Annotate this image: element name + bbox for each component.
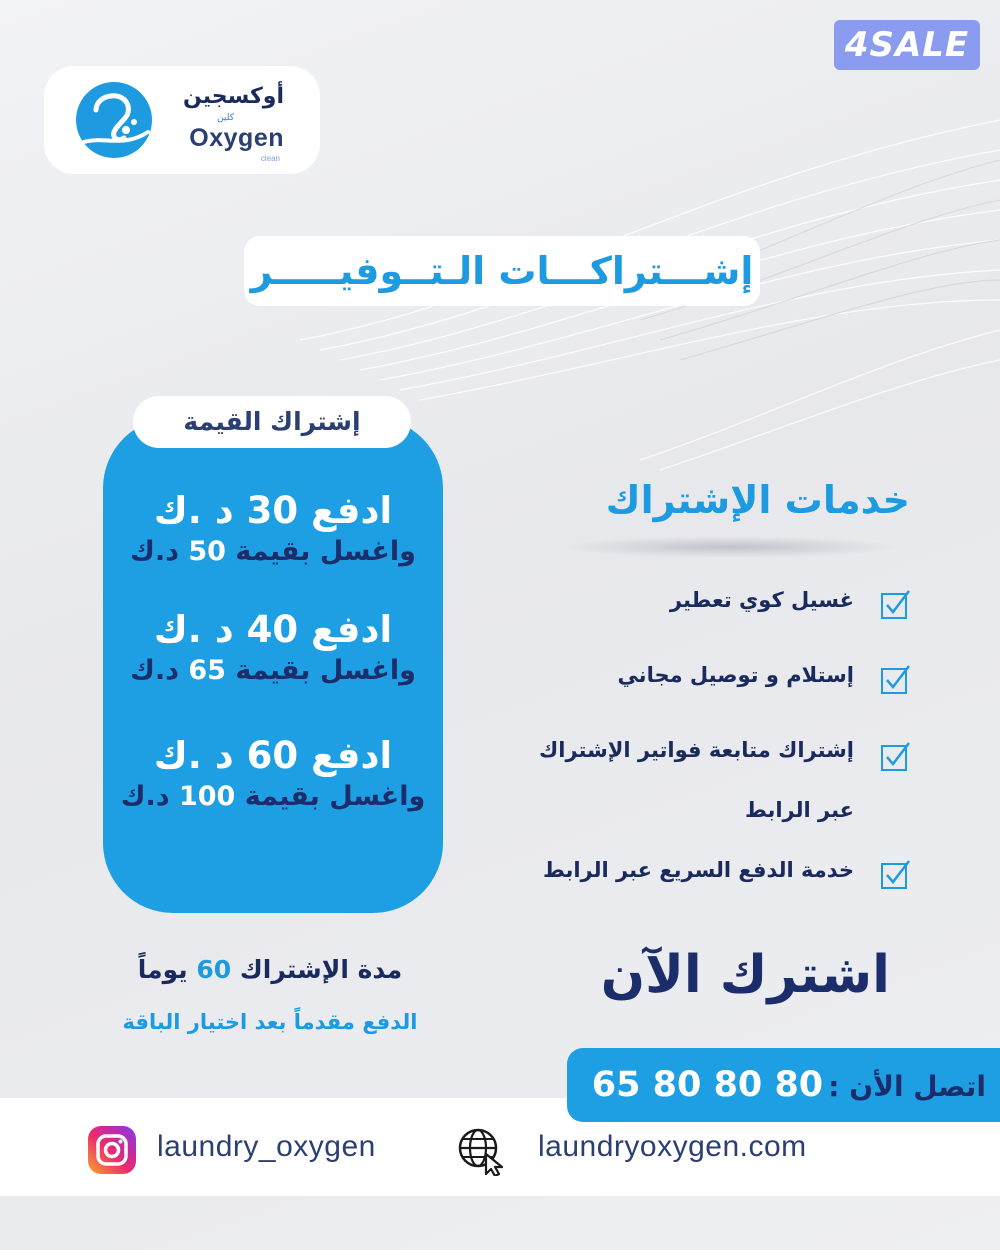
- offer-wash-unit: د.ك: [130, 655, 179, 686]
- logo-arabic-subtitle: كلين: [217, 113, 234, 123]
- duration-suffix: يوماً: [137, 955, 188, 984]
- checkbox-check-icon: [880, 663, 912, 695]
- offer-pay: ادفع 40 د .ك: [153, 608, 393, 651]
- checkbox-check-icon: [880, 588, 912, 620]
- logo-english-name: Oxygen: [189, 124, 284, 152]
- subscribe-now-heading: اشترك الآن: [600, 945, 890, 1005]
- services-title-shadow: [560, 536, 900, 558]
- 4sale-badge: 4SALE: [834, 20, 980, 70]
- duration-prefix: مدة الإشتراك: [239, 955, 403, 984]
- service-item: غسيل كوي تعطير: [669, 588, 854, 612]
- services-title: خدمات الإشتراك: [605, 478, 910, 522]
- checkbox-check-icon: [880, 858, 912, 890]
- offer-wash-prefix: واغسل بقيمة: [235, 655, 416, 686]
- offer-wash: [103, 653, 443, 689]
- website-link[interactable]: laundryoxygen.com: [538, 1130, 807, 1163]
- globe-cursor-icon[interactable]: [456, 1126, 506, 1176]
- logo-arabic-name: أوكسجين: [182, 84, 284, 109]
- instagram-handle-link[interactable]: laundry_oxygen: [157, 1130, 376, 1163]
- offer-wash-prefix: واغسل بقيمة: [244, 781, 426, 812]
- offer-wash-unit: د.ك: [120, 781, 170, 812]
- offer-pay: ادفع 60 د .ك: [153, 734, 393, 777]
- instagram-icon[interactable]: [88, 1126, 136, 1174]
- offer-pay: ادفع 30 د .ك: [153, 489, 393, 532]
- subscription-duration: [60, 955, 480, 984]
- oxygen-logo-icon: [74, 80, 154, 160]
- page-title: إشـــتراكـــات الـتــوفيـــــر: [244, 236, 760, 306]
- offer-wash-value: 100: [178, 781, 236, 812]
- value-plan-label: إشتراك القيمة: [133, 396, 411, 448]
- offer-wash-value: 65: [188, 655, 226, 686]
- offer-wash: [103, 534, 443, 570]
- payment-note: الدفع مقدماً بعد اختيار الباقة: [122, 1010, 418, 1034]
- offer-item: [103, 733, 443, 815]
- offer-item: [103, 488, 443, 570]
- offer-wash-value: 50: [188, 536, 226, 567]
- contact-label: اتصل الأن :: [828, 1070, 986, 1103]
- offer-item: [103, 607, 443, 689]
- offer-wash-prefix: واغسل بقيمة: [235, 536, 416, 567]
- checkbox-check-icon: [880, 740, 912, 772]
- offer-wash: [103, 779, 443, 815]
- offer-wash-unit: د.ك: [130, 536, 179, 567]
- brand-logo: [44, 66, 320, 174]
- logo-english-subtitle: clean: [260, 154, 280, 163]
- service-item: خدمة الدفع السريع عبر الرابط: [542, 858, 854, 882]
- contact-phone[interactable]: [567, 1048, 1000, 1122]
- service-item-continuation: عبر الرابط: [744, 798, 854, 822]
- duration-value: 60: [196, 955, 232, 984]
- service-item: إشتراك متابعة فواتير الإشتراك: [539, 738, 854, 762]
- service-item: إستلام و توصيل مجاني: [617, 663, 854, 687]
- phone-number[interactable]: 65 80 80 80: [591, 1065, 824, 1105]
